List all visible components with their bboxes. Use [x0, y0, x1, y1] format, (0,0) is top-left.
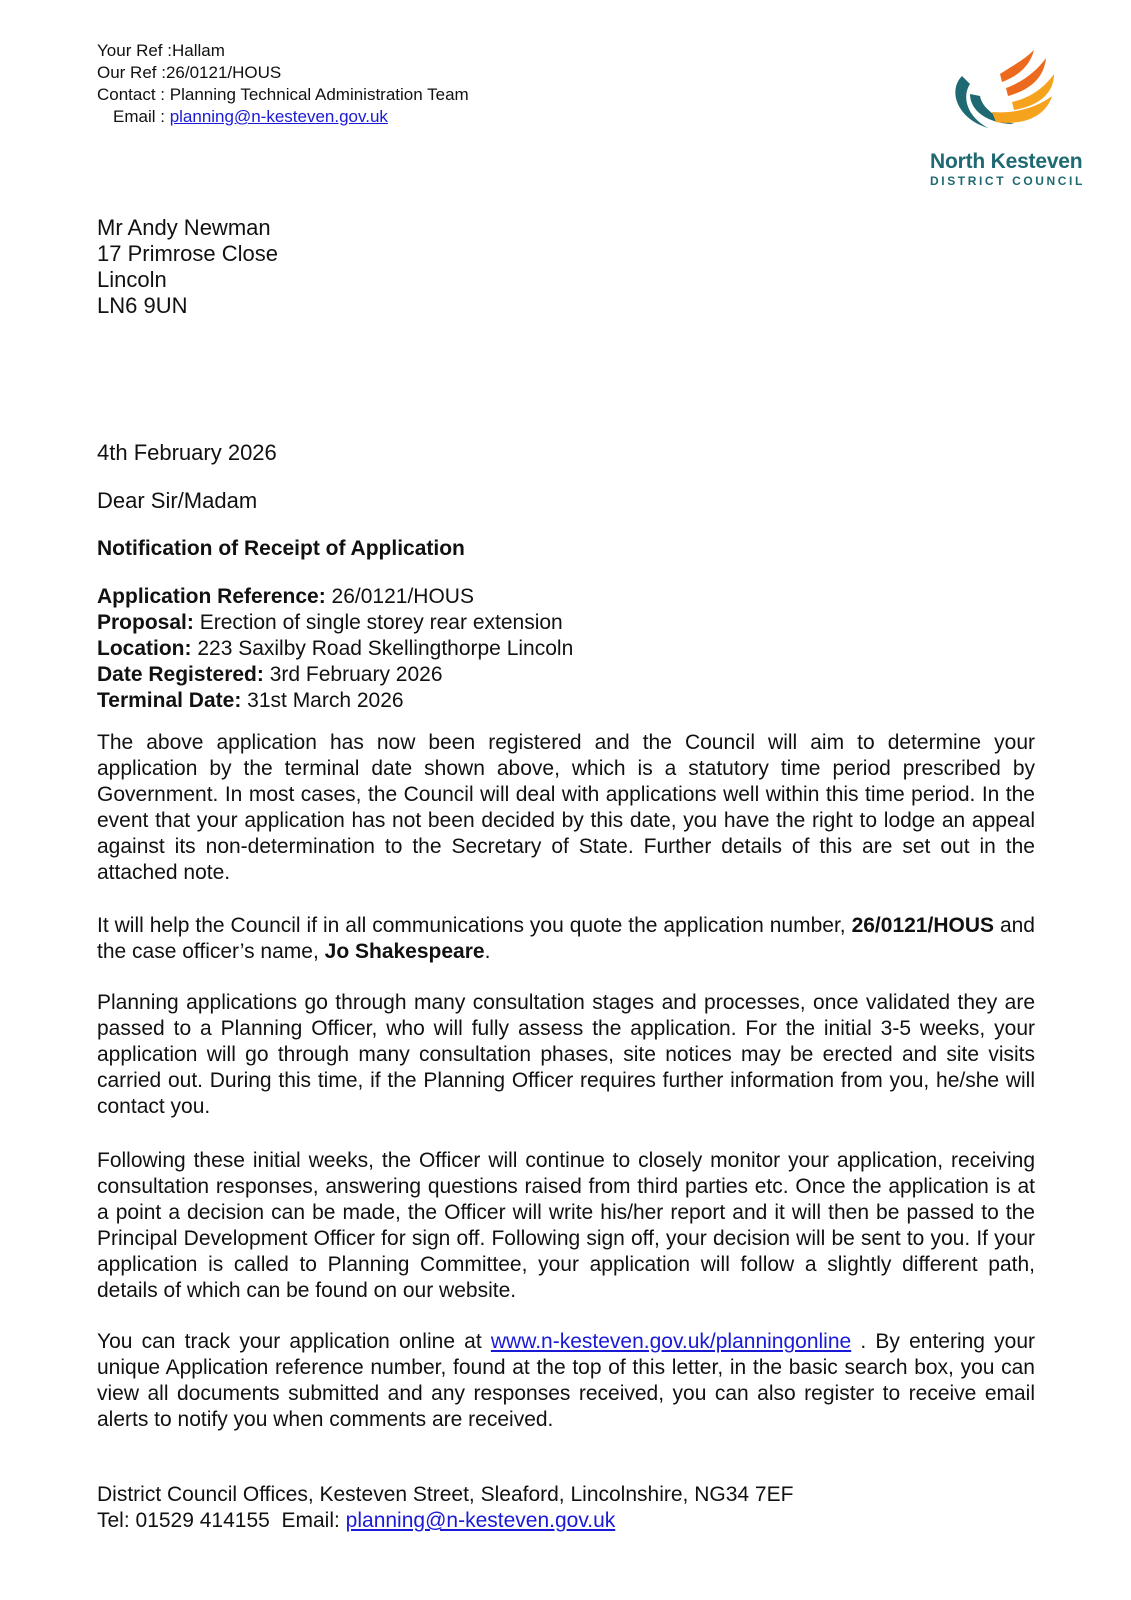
recipient-address	[97, 215, 278, 319]
contact: Contact : Planning Technical Administration Team	[97, 85, 469, 104]
footer	[97, 1482, 793, 1534]
letter-date: 4th February 2026	[97, 440, 277, 465]
header-email-line	[97, 106, 469, 128]
p2-reference: 26/0121/HOUS	[851, 914, 994, 937]
logo-subtitle: DISTRICT COUNCIL	[930, 174, 1085, 188]
detail-terminal-value: 31st March 2026	[241, 689, 404, 712]
header-email-label: Email :	[113, 107, 170, 126]
detail-location	[97, 636, 573, 662]
header-email-link[interactable]: planning@n-kesteven.gov.uk	[169, 107, 388, 126]
detail-registered-value: 3rd February 2026	[263, 663, 443, 686]
p5-end: . By entering your unique Application reference number, found at the top of this letter, in the basic search box, you can view all documents submitted and any responses received, you can also register to receive email alerts to notify you when comments are received.	[97, 1330, 1036, 1431]
p5-start: You can track your application online at	[97, 1330, 491, 1353]
p2-start: It will help the Council if in all communications you quote the application number,	[97, 914, 852, 937]
recipient-postcode: LN6 9UN	[97, 293, 188, 318]
letter-subject: Notification of Receipt of Application	[97, 537, 465, 560]
p2-middle: and the case officer’s name,	[97, 914, 1035, 963]
footer-email-link[interactable]: planning@n-kesteven.gov.uk	[345, 1509, 616, 1532]
paragraph-terminal-date: The above application has now been registered and the Council will aim to determine your application by the terminal date shown above, which is a statutory time period prescribed by Government. In most cases, the Council will deal with applications well within this time period. In the event that your application has not been decided by this date, you have the right to lodge an appeal against its non-determination to the Secretary of State. Further details of this are set out in the attached note.	[97, 731, 1035, 884]
planning-online-link[interactable]: www.n-kesteven.gov.uk/planningonline	[490, 1330, 852, 1353]
council-logo	[925, 46, 1095, 191]
swirl-logo-icon	[940, 46, 1070, 146]
detail-reference-value: 26/0121/HOUS	[325, 585, 474, 608]
detail-proposal	[97, 610, 573, 636]
detail-location-label: Location:	[97, 637, 192, 660]
your-ref: Your Ref :Hallam	[97, 41, 225, 60]
paragraph-consultation: Planning applications go through many consultation stages and processes, once validated they are passed to a Planning Officer, who will fully assess the application. For the initial 3-5 weeks, your application will go through many consultation phases, site notices may be erected and site visits carried out. During this time, if the Planning Officer requires further information from you, he/she will contact you.	[97, 991, 1035, 1118]
p2-end: .	[484, 940, 491, 963]
detail-reference-label: Application Reference:	[97, 585, 326, 608]
footer-contact	[97, 1508, 793, 1534]
detail-terminal-label: Terminal Date:	[97, 689, 242, 712]
application-details	[97, 584, 573, 714]
footer-address: District Council Offices, Kesteven Street, Sleaford, Lincolnshire, NG34 7EF	[97, 1483, 794, 1506]
detail-terminal	[97, 688, 573, 714]
paragraph-decision-process: Following these initial weeks, the Officer will continue to closely monitor your application, receiving consultation responses, answering questions raised from third parties etc. Once the application is at a point a decision can be made, the Officer will write his/her report and it will then be passed to the Principal Development Officer for sign off. Following sign off, your decision will be sent to you. If your application is called to Planning Committee, your application will follow a slightly different path, details of which can be found on our website.	[97, 1149, 1035, 1302]
reference-block	[97, 40, 469, 128]
p2-officer: Jo Shakespeare	[324, 940, 485, 963]
paragraph-track-online	[97, 1329, 1035, 1433]
detail-registered-label: Date Registered:	[97, 663, 264, 686]
detail-registered	[97, 662, 573, 688]
detail-proposal-value: Erection of single storey rear extension	[193, 611, 563, 634]
salutation: Dear Sir/Madam	[97, 488, 258, 513]
our-ref: Our Ref :26/0121/HOUS	[97, 63, 282, 82]
detail-location-value: 223 Saxilby Road Skellingthorpe Lincoln	[191, 637, 574, 660]
recipient-name: Mr Andy Newman	[97, 215, 271, 240]
recipient-street: 17 Primrose Close	[97, 241, 278, 266]
logo-name: North Kesteven	[930, 150, 1083, 173]
detail-proposal-label: Proposal:	[97, 611, 194, 634]
footer-tel: Tel: 01529 414155 Email:	[97, 1509, 346, 1532]
detail-reference	[97, 584, 573, 610]
paragraph-quote-reference	[97, 913, 1035, 965]
recipient-town: Lincoln	[97, 267, 167, 292]
